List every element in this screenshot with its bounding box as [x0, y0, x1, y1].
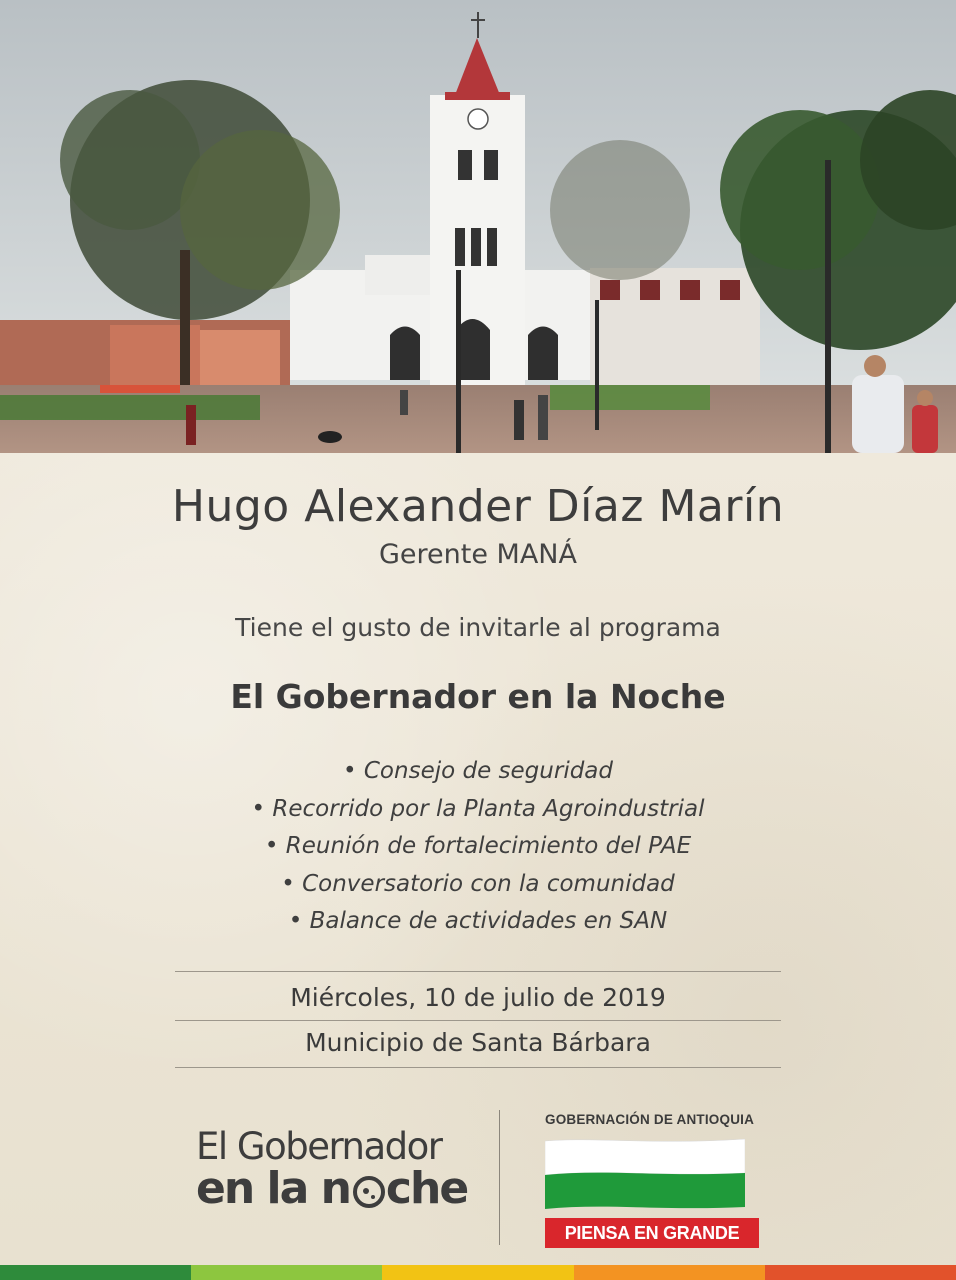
- program-logo: [196, 1125, 468, 1214]
- agenda-item: • Consejo de seguridad: [0, 753, 956, 791]
- program-logo-line2: [196, 1163, 468, 1214]
- strip-segment: [0, 1265, 191, 1280]
- government-title: GOBERNACIÓN DE ANTIOQUIA: [545, 1112, 755, 1127]
- strip-segment: [574, 1265, 765, 1280]
- strip-segment: [191, 1265, 382, 1280]
- event-date: Miércoles, 10 de julio de 2019: [290, 983, 666, 1012]
- invite-line: Tiene el gusto de invitarle al programa: [235, 613, 721, 642]
- church-plaza-photo: [0, 0, 956, 453]
- event-location: Municipio de Santa Bárbara: [305, 1028, 651, 1057]
- agenda-item: • Reunión de fortalecimiento del PAE: [0, 828, 956, 866]
- strip-segment: [382, 1265, 573, 1280]
- program-logo-line2-start: en la n: [196, 1163, 350, 1214]
- host-role: Gerente MANÁ: [379, 539, 577, 570]
- agenda-list: [0, 753, 956, 941]
- divider: [175, 971, 781, 972]
- agenda-item: • Recorrido por la Planta Agroindustrial: [0, 791, 956, 829]
- agenda-item: • Conversatorio con la comunidad: [0, 866, 956, 904]
- program-logo-line1: El Gobernador: [196, 1125, 442, 1168]
- header-photo: [0, 0, 956, 453]
- moon-icon: [353, 1176, 385, 1208]
- invitation-card: [0, 453, 956, 1265]
- agenda-item: • Balance de actividades en SAN: [0, 903, 956, 941]
- government-logo: [545, 1112, 759, 1248]
- strip-segment: [765, 1265, 956, 1280]
- program-logo-line2-end: che: [385, 1163, 468, 1214]
- logo-divider: [499, 1110, 500, 1245]
- antioquia-flag-icon: [545, 1137, 745, 1209]
- divider: [175, 1067, 781, 1068]
- program-title: El Gobernador en la Noche: [230, 677, 726, 716]
- slogan-badge: PIENSA EN GRANDE: [545, 1218, 759, 1248]
- color-strip: [0, 1265, 956, 1280]
- host-name: Hugo Alexander Díaz Marín: [171, 481, 785, 532]
- divider: [175, 1020, 781, 1021]
